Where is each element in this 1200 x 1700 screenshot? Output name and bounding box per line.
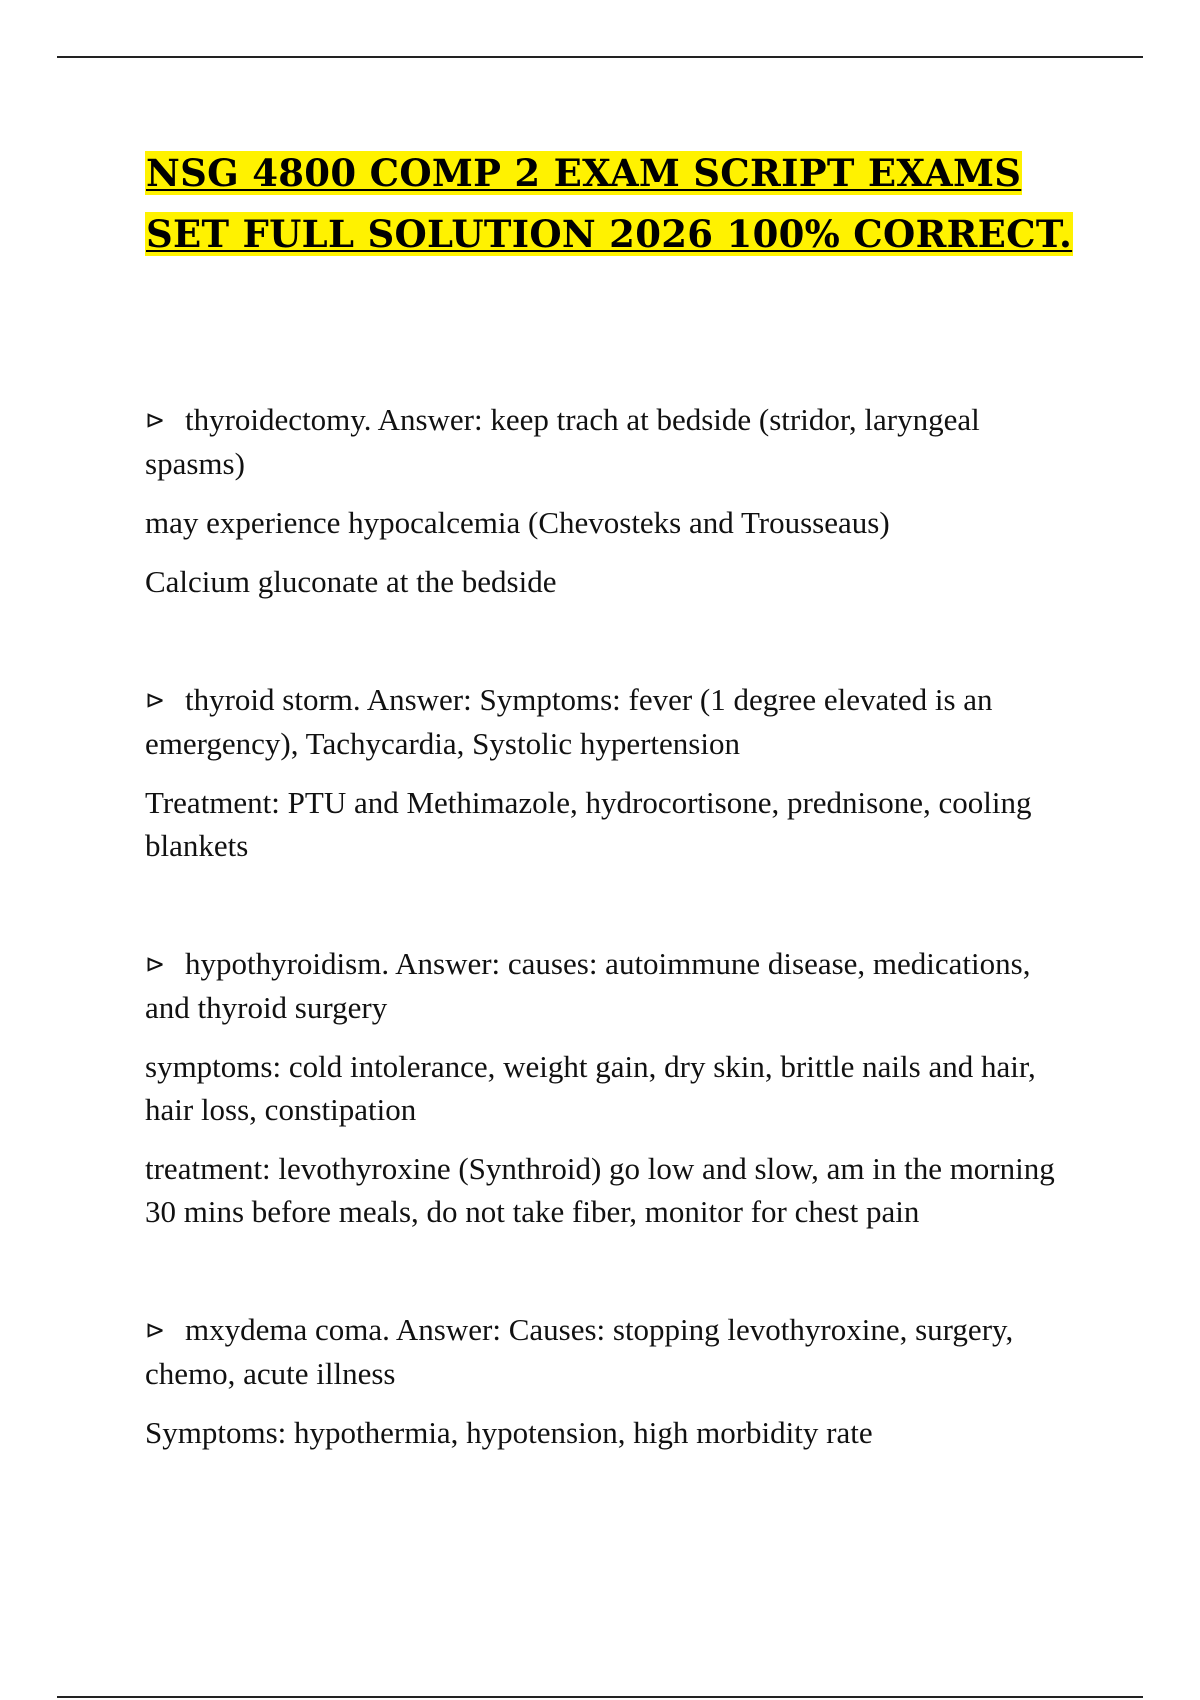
header-rule	[57, 56, 1143, 58]
triangle-bullet-icon: ⊳	[145, 1316, 166, 1344]
question-line	[145, 1308, 1065, 1395]
qa-item-thyroid-storm	[145, 678, 1065, 867]
answer-line: treatment: levothyroxine (Synthroid) go low and slow, am in the morning 30 mins before meals, do not take fiber, monitor for chest pain	[145, 1151, 1055, 1229]
qa-item-thyroidectomy	[145, 398, 1065, 603]
answer-line: Symptoms: hypothermia, hypotension, high morbidity rate	[145, 1415, 873, 1450]
question-line	[145, 398, 1065, 485]
footer-rule	[57, 1696, 1143, 1698]
triangle-bullet-icon: ⊳	[145, 686, 166, 714]
question-text: hypothyroidism. Answer: causes: autoimmune disease, medications, and thyroid surgery	[145, 946, 1031, 1025]
answer-line: Treatment: PTU and Methimazole, hydrocortisone, prednisone, cooling blankets	[145, 785, 1032, 863]
answer-line: may experience hypocalcemia (Chevosteks and Trousseaus)	[145, 505, 890, 540]
question-line	[145, 942, 1065, 1029]
qa-item-myxedema-coma	[145, 1308, 1065, 1454]
answer-line: Calcium gluconate at the bedside	[145, 564, 557, 599]
qa-item-hypothyroidism	[145, 942, 1065, 1233]
document-title	[145, 143, 1075, 265]
document-title-text: NSG 4800 COMP 2 EXAM SCRIPT EXAMS SET FULL SOLUTION 2026 100% CORRECT.	[146, 151, 1073, 256]
triangle-bullet-icon: ⊳	[145, 406, 166, 434]
question-line	[145, 678, 1065, 765]
answer-line: symptoms: cold intolerance, weight gain, dry skin, brittle nails and hair, hair loss, constipation	[145, 1049, 1036, 1127]
triangle-bullet-icon: ⊳	[145, 950, 166, 978]
question-text: thyroidectomy. Answer: keep trach at bedside (stridor, laryngeal spasms)	[145, 402, 980, 481]
question-text: mxydema coma. Answer: Causes: stopping levothyroxine, surgery, chemo, acute illness	[145, 1312, 1014, 1391]
question-text: thyroid storm. Answer: Symptoms: fever (1 degree elevated is an emergency), Tachycardia, Systolic hypertension	[145, 682, 993, 761]
document-body	[145, 398, 1065, 1529]
